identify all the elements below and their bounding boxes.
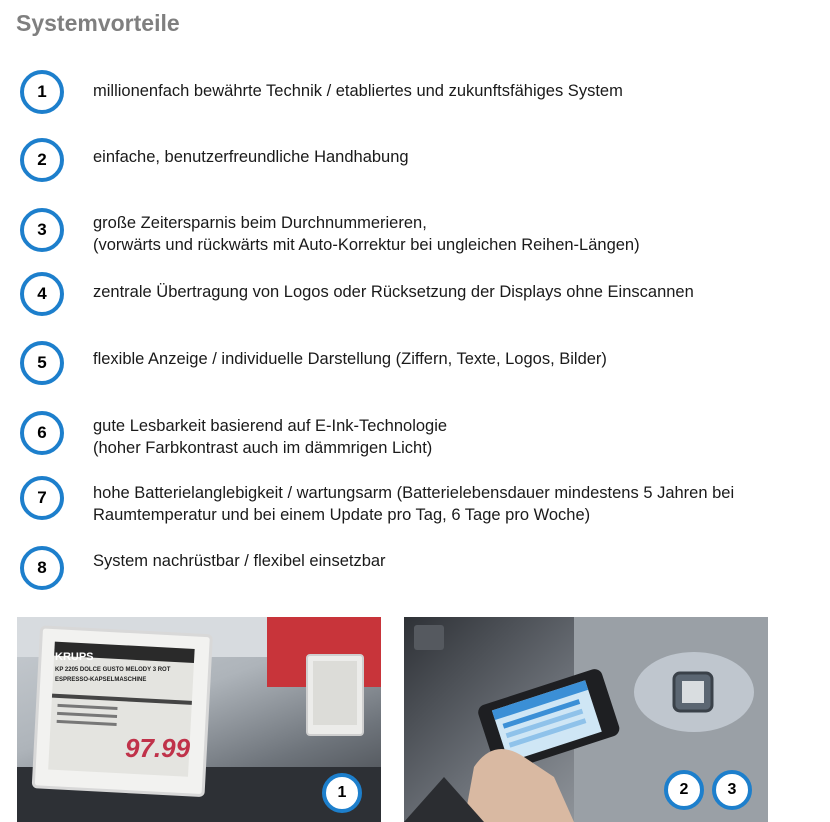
item-1-text: millionenfach bewährte Technik / etabliertes und zukunftsfähiges System bbox=[93, 82, 623, 100]
item-4-text: zentrale Übertragung von Logos oder Rücksetzung der Displays ohne Einscannen bbox=[93, 283, 694, 301]
label-price: 97.99 bbox=[125, 733, 191, 763]
label-product-type: ESPRESSO-KAPSELMASCHINE bbox=[55, 677, 147, 683]
photo-badge-1: 1 bbox=[322, 773, 362, 813]
number-badge-2: 2 bbox=[20, 138, 64, 182]
item-7-text-line2: Raumtemperatur und bei einem Update pro Tag, 6 Tage pro Woche) bbox=[93, 506, 591, 524]
label-product: KP 2205 DOLCE GUSTO MELODY 3 ROT bbox=[55, 667, 171, 673]
number-badge-3: 3 bbox=[20, 208, 64, 252]
label-brand: KRUPS bbox=[55, 651, 94, 663]
item-6-text-line2: (hoher Farbkontrast auch im dämmrigen Licht) bbox=[93, 439, 433, 457]
number-badge-5: 5 bbox=[20, 341, 64, 385]
photo-handheld bbox=[404, 617, 768, 822]
item-3-text-line2: (vorwärts und rückwärts mit Auto-Korrektur bei ungleichen Reihen-Längen) bbox=[93, 236, 640, 254]
item-3-text-line1: große Zeitersparnis beim Durchnummerieren, bbox=[93, 214, 427, 232]
photo-badge-2: 2 bbox=[664, 770, 704, 810]
number-badge-6: 6 bbox=[20, 411, 64, 455]
item-7-text-line1: hohe Batterielanglebigkeit / wartungsarm (Batterielebensdauer mindestens 5 Jahren bei bbox=[93, 484, 735, 502]
number-badge-4: 4 bbox=[20, 272, 64, 316]
item-6-text-line1: gute Lesbarkeit basierend auf E-Ink-Technologie bbox=[93, 417, 448, 435]
item-5-text: flexible Anzeige / individuelle Darstellung (Ziffern, Texte, Logos, Bilder) bbox=[93, 350, 607, 368]
item-8-text: System nachrüstbar / flexibel einsetzbar bbox=[93, 552, 386, 570]
photo-badge-3: 3 bbox=[712, 770, 752, 810]
number-badge-8: 8 bbox=[20, 546, 64, 590]
number-badge-7: 7 bbox=[20, 476, 64, 520]
number-badge-1: 1 bbox=[20, 70, 64, 114]
page-title: Systemvorteile bbox=[16, 10, 180, 36]
photo-shelf-label bbox=[17, 617, 381, 822]
item-2-text: einfache, benutzerfreundliche Handhabung bbox=[93, 148, 409, 166]
